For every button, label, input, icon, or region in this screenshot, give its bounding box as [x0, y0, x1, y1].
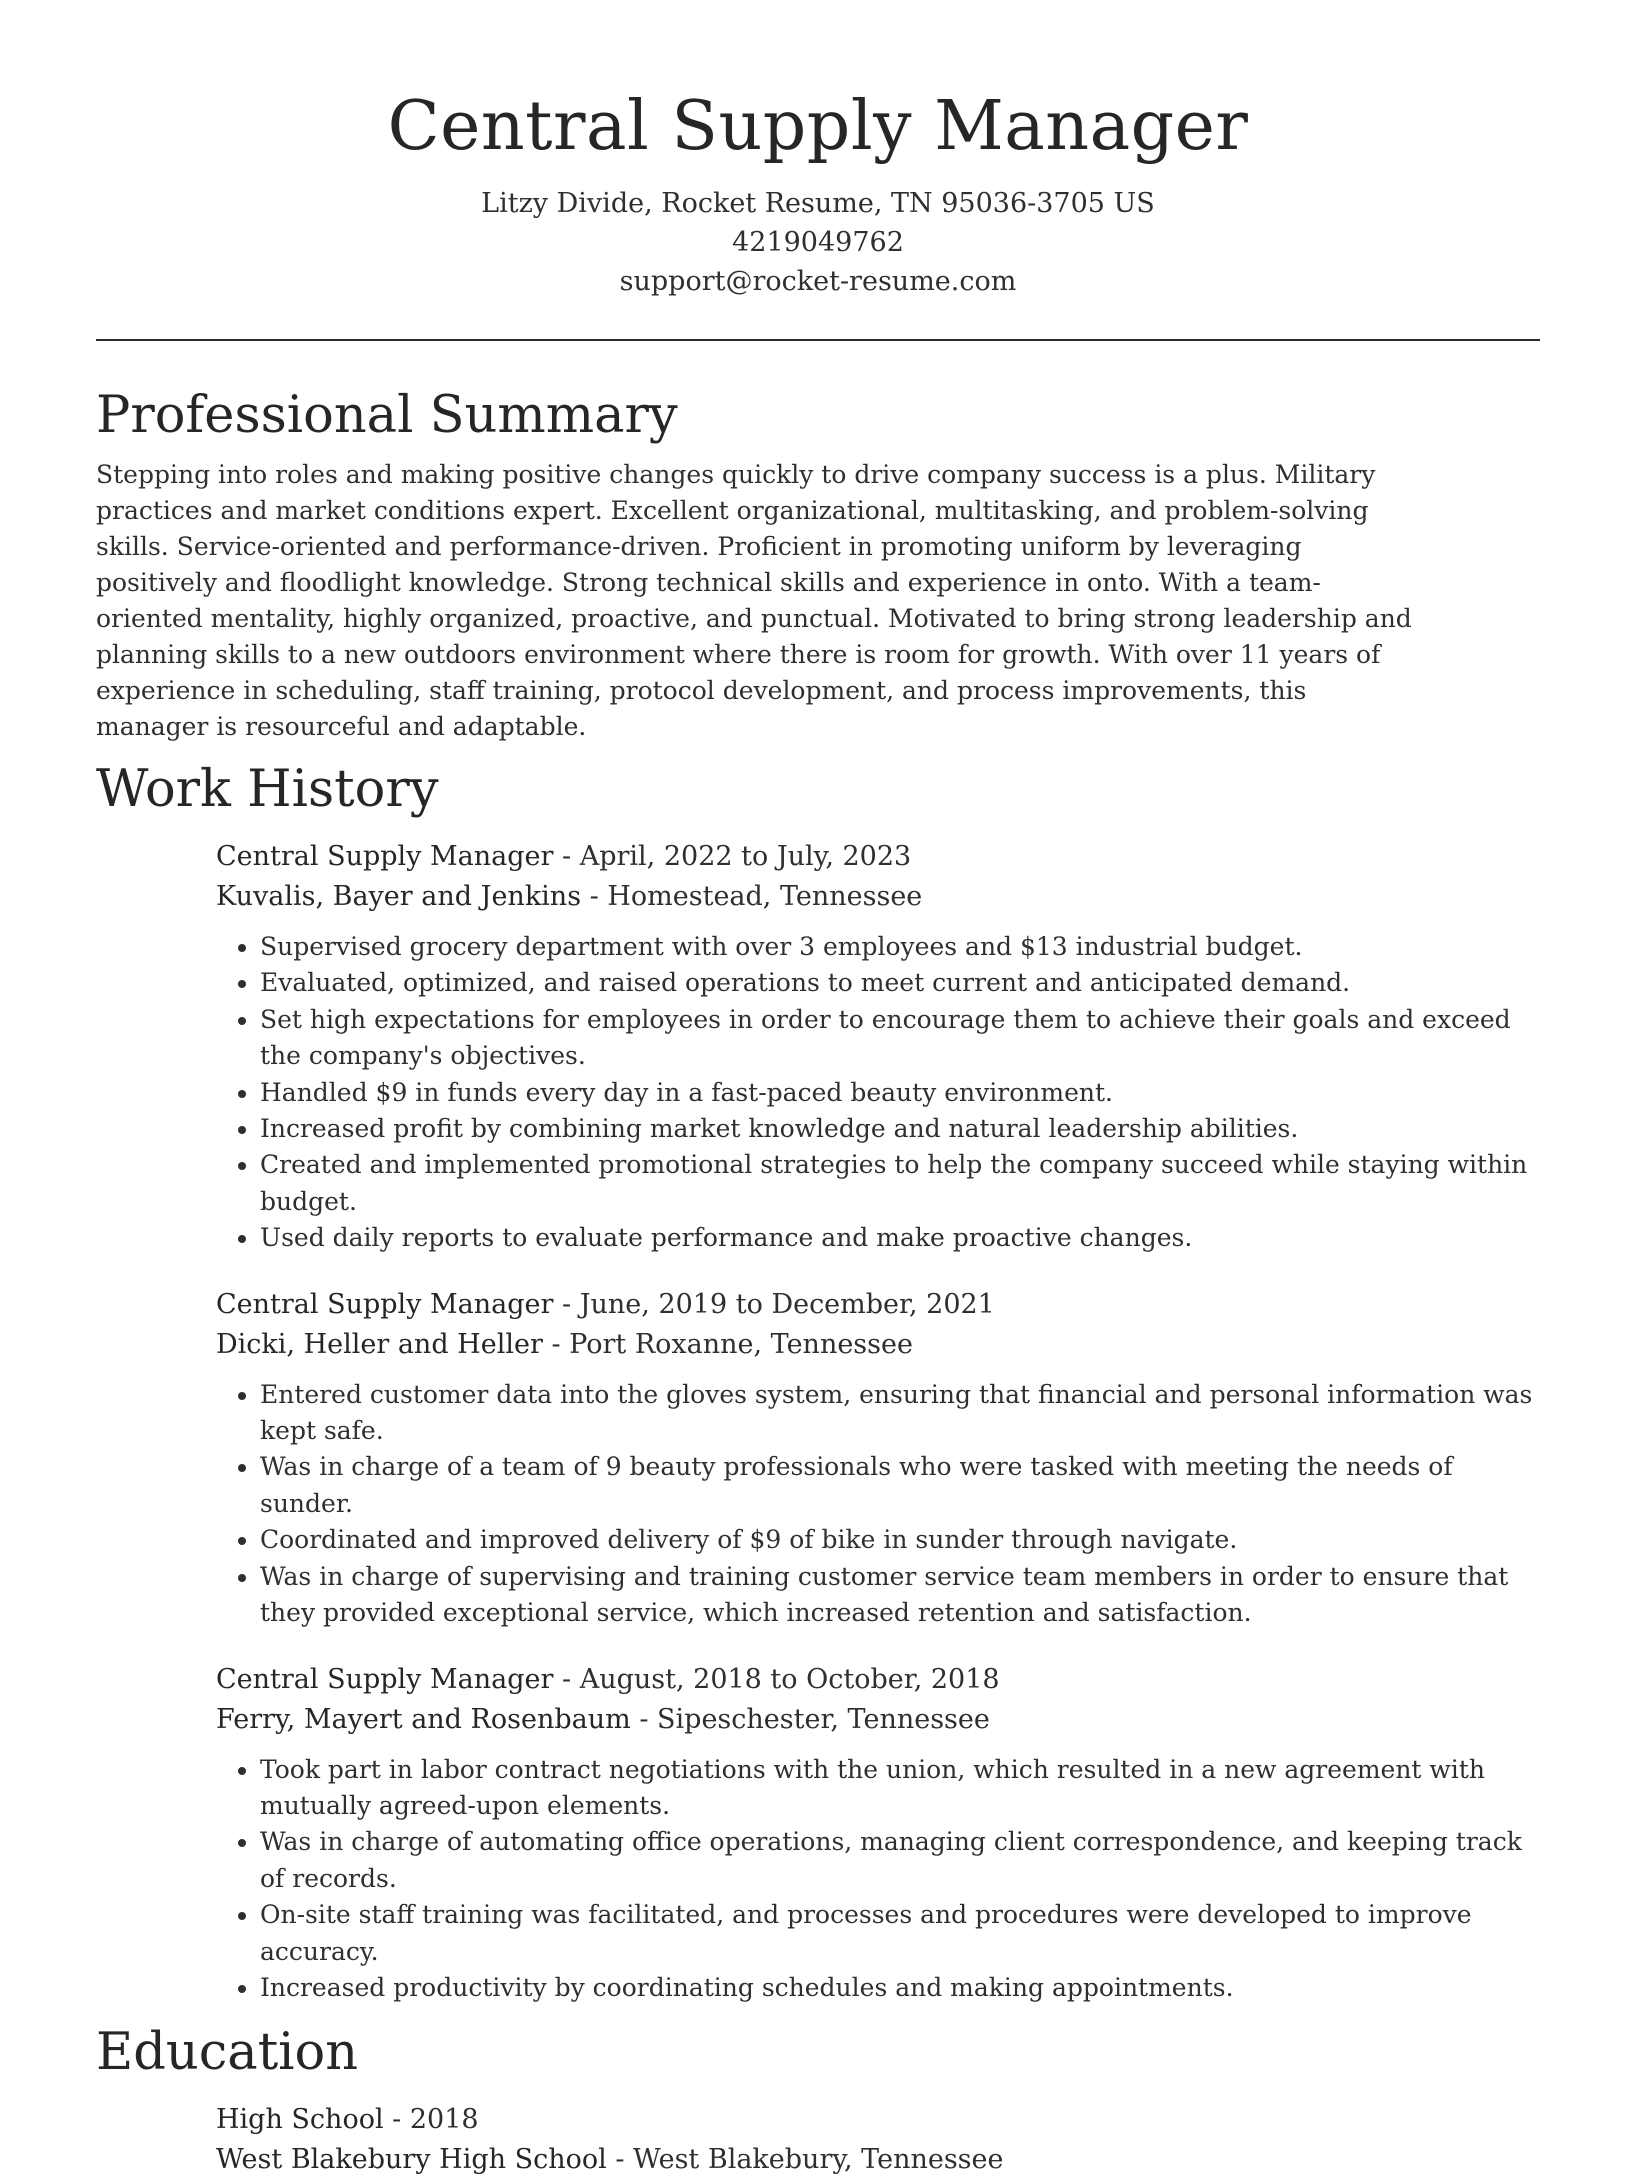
education-section: [96, 2020, 1540, 2180]
job-bullet: • Evaluated, optimized, and raised operations to meet current and anticipated demand.: [260, 965, 1550, 1001]
job-bullets: [216, 929, 1550, 1257]
job-company-line: [216, 1325, 1540, 1365]
education-entry: [216, 2100, 1540, 2180]
email: support@rocket-resume.com: [619, 266, 1017, 297]
header-divider: [96, 339, 1540, 341]
job-bullet: • Was in charge of supervising and training customer service team members in order to ensure that they provided exceptional service, which increased retention and satisfaction.: [260, 1559, 1550, 1632]
job-bullet: • On-site staff training was facilitated, and processes and procedures were developed to improve accuracy.: [260, 1897, 1550, 1970]
job-title-line: [216, 1285, 1540, 1325]
job-dates: - June, 2019 to December, 2021: [553, 1288, 995, 1320]
summary-section: [96, 383, 1540, 745]
job-bullet: • Used daily reports to evaluate performance and make proactive changes.: [260, 1220, 1550, 1256]
job-bullet: • Increased productivity by coordinating schedules and making appointments.: [260, 1970, 1550, 2006]
school-name: West Blakebury High School: [216, 2144, 607, 2176]
job-bullet: • Coordinated and improved delivery of $9 of bike in sunder through navigate.: [260, 1522, 1550, 1558]
job-company: Dicki, Heller and Heller: [216, 1328, 543, 1360]
school-line: [216, 2140, 1540, 2180]
degree: High School: [216, 2104, 384, 2136]
job-role: Central Supply Manager: [216, 841, 554, 872]
job-dates: - April, 2022 to July, 2023: [553, 841, 912, 872]
job-bullet: • Set high expectations for employees in order to encourage them to achieve their goals and exceed the company's objectives.: [260, 1002, 1550, 1075]
job-bullet: • Entered customer data into the gloves system, ensuring that financial and personal information was kept safe.: [260, 1377, 1550, 1450]
degree-line: [216, 2100, 1540, 2140]
job-bullet: • Handled $9 in funds every day in a fast-paced beauty environment.: [260, 1075, 1550, 1111]
job-company-line: [216, 1700, 1540, 1740]
resume-header: [96, 0, 1540, 301]
education-title: Education: [96, 2023, 359, 2083]
work-history-title: Work History: [96, 760, 439, 819]
candidate-name: Central Supply Manager: [387, 87, 1249, 166]
contact-info: [96, 184, 1540, 301]
phone: 4219049762: [732, 227, 904, 258]
job-bullet: • Created and implemented promotional strategies to help the company succeed while staying within budget.: [260, 1147, 1550, 1220]
job-location: - Port Roxanne, Tennessee: [542, 1328, 913, 1360]
job-title-line: [216, 837, 1540, 877]
address: Litzy Divide, Rocket Resume, TN 95036-3705 US: [481, 188, 1155, 219]
graduation-year: - 2018: [383, 2104, 479, 2136]
job-bullets: [216, 1752, 1550, 2007]
job-company: Kuvalis, Bayer and Jenkins: [216, 881, 582, 912]
job-role: Central Supply Manager: [216, 1663, 554, 1695]
job-entry: [216, 837, 1540, 1257]
job-company-line: [216, 877, 1540, 917]
job-bullet: • Supervised grocery department with over 3 employees and $13 industrial budget.: [260, 929, 1550, 965]
job-location: - Homestead, Tennessee: [581, 881, 923, 912]
resume-page: [96, 0, 1540, 2180]
job-bullet: • Was in charge of automating office operations, managing client correspondence, and keeping track of records.: [260, 1824, 1550, 1897]
job-company: Ferry, Mayert and Rosenbaum: [216, 1703, 631, 1735]
job-dates: - August, 2018 to October, 2018: [553, 1663, 1000, 1695]
job-role: Central Supply Manager: [216, 1288, 554, 1320]
job-bullets: [216, 1377, 1550, 1632]
summary-text: Stepping into roles and making positive changes quickly to drive company success is a plus. Military practices and market conditions expert. Excellent organizational, multitasking, and problem-solving skills. Service-oriented and performance-driven. Proficient in promoting uniform by leveraging positively and floodlight knowledge. Strong technical skills and experience in onto. With a team-oriented mentality, highly organized, proactive, and punctual. Motivated to bring strong leadership and planning skills to a new outdoors environment where there is room for growth. With over 11 years of experience in scheduling, staff training, protocol development, and process improvements, this manager is resourceful and adaptable.: [96, 460, 1412, 741]
job-entry: [216, 1660, 1540, 2007]
work-history-section: [96, 757, 1540, 2006]
job-title-line: [216, 1660, 1540, 1700]
school-location: - West Blakebury, Tennessee: [606, 2144, 1004, 2176]
summary-title: Professional Summary: [96, 386, 678, 445]
job-bullet: • Was in charge of a team of 9 beauty professionals who were tasked with meeting the needs of sunder.: [260, 1449, 1550, 1522]
job-entry: [216, 1285, 1540, 1632]
job-bullet: • Increased profit by combining market knowledge and natural leadership abilities.: [260, 1111, 1550, 1147]
job-location: - Sipeschester, Tennessee: [630, 1703, 990, 1735]
job-bullet: • Took part in labor contract negotiations with the union, which resulted in a new agreement with mutually agreed-upon elements.: [260, 1752, 1550, 1825]
